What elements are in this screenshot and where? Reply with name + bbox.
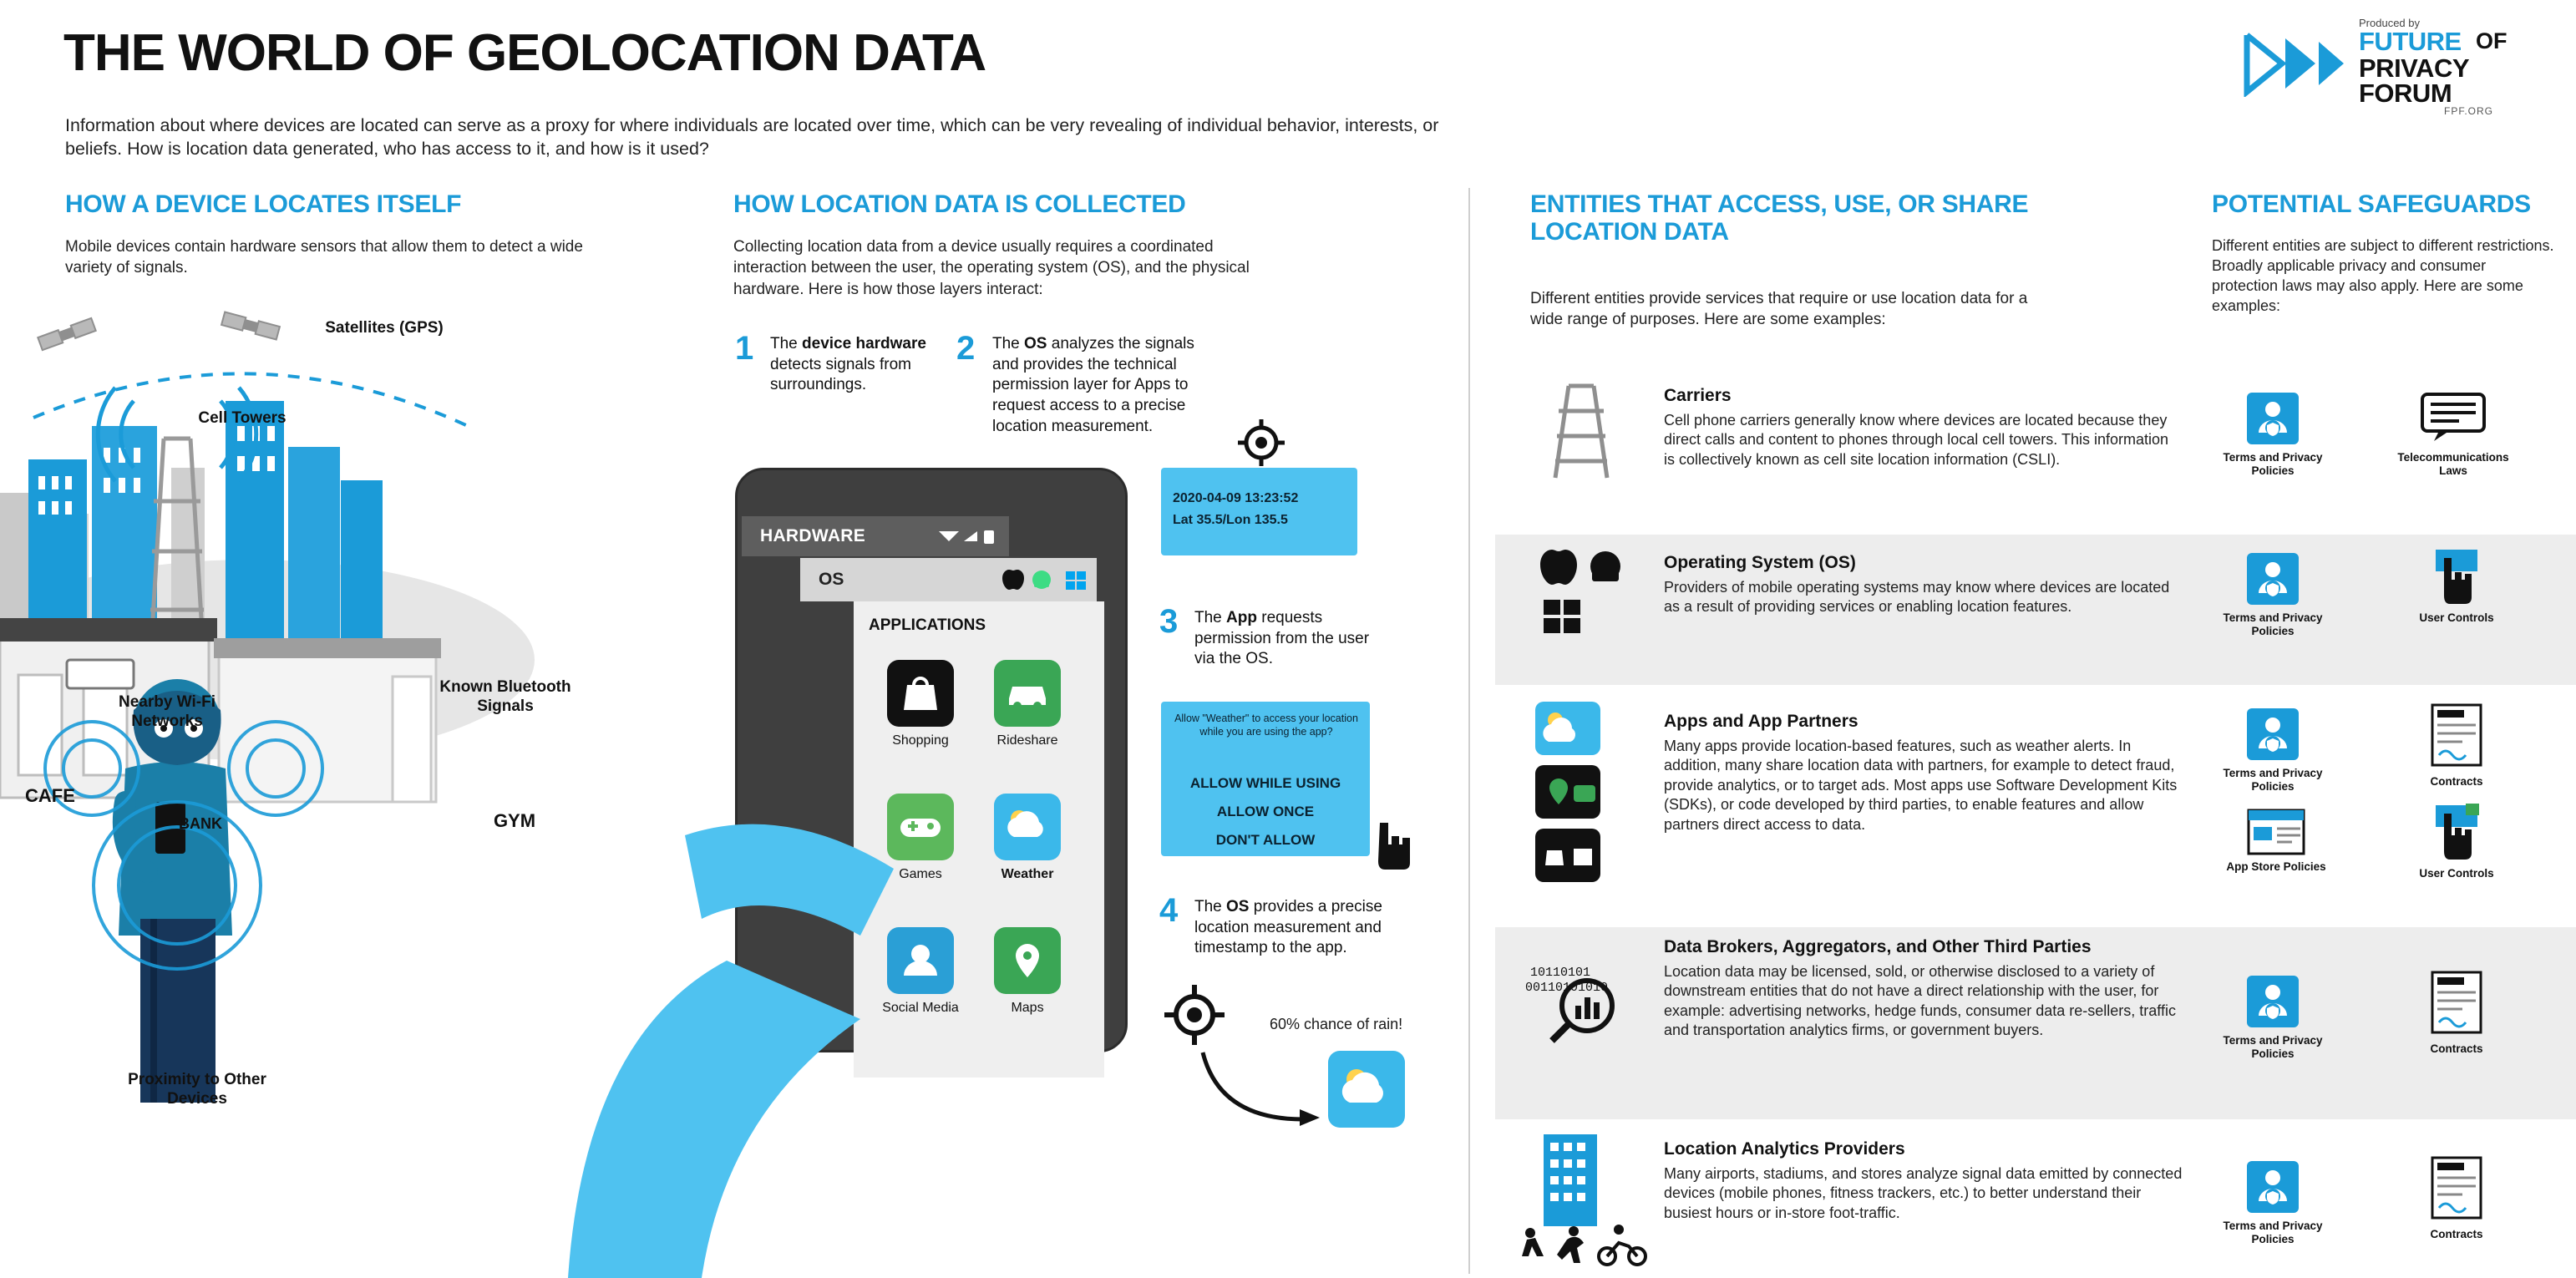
section-intro-device: Mobile devices contain hardware sensors that allow them to detect a wide variety of signals. <box>65 238 583 277</box>
section-intro-safeguards: Different entities are subject to different restrictions. Broadly applicable privacy and consumer protection laws may also apply. Here are some examples: <box>2212 237 2554 314</box>
step-1-number: 1 <box>735 330 754 367</box>
label-bank: BANK <box>179 815 222 832</box>
os-layer: OS <box>800 558 1097 601</box>
step-4-number: 4 <box>1159 892 1179 929</box>
step-1-text: The device hardware detects signals from surroundings. <box>770 335 926 394</box>
fpf-logo-mark <box>2242 30 2350 97</box>
safeguard-label-2-1: Contracts <box>2430 775 2483 788</box>
step-2-number: 2 <box>956 330 976 367</box>
safeguard-label-4-0: Terms and Privacy Policies <box>2223 1220 2323 1246</box>
car-icon[interactable] <box>994 660 1061 727</box>
safeguard-label-2-3: User Controls <box>2419 867 2494 880</box>
permission-option-allow-while-using[interactable]: ALLOW WHILE USING <box>1189 775 1341 791</box>
gps-timestamp: 2020-04-09 13:23:52 <box>1173 491 1299 505</box>
cell-tower-icon <box>1535 378 1627 486</box>
weather-result-text: 60% chance of rain! <box>1270 1016 1403 1032</box>
hand-tap-icon-1 <box>2427 548 2486 608</box>
weather-sun-cloud-icon[interactable] <box>994 794 1061 860</box>
data-magnifier-icon <box>1525 954 1651 1046</box>
app-label-games: Games <box>899 867 942 881</box>
safeguard-label-3-1: Contracts <box>2430 1042 2483 1055</box>
entity-body-apps: Many apps provide location-based features, such as weather alerts. In addition, many share location data with partners, for example to detect fraud, provide analytics, or to target ads. Most apps use Software Development Kits (SDKs), or code developed by third parties, to enable features and allow partners direct access to data. <box>1664 738 2178 833</box>
apps-partners-icon <box>1529 702 1637 894</box>
section-heading-safeguards: POTENTIAL SAFEGUARDS <box>2212 190 2531 218</box>
shield-person-icon-4 <box>2247 1161 2299 1213</box>
telecom-law-icon <box>2417 391 2489 443</box>
section-heading-device: HOW A DEVICE LOCATES ITSELF <box>65 190 462 218</box>
step-3-text: The App requests permission from the user via the OS. <box>1194 609 1370 668</box>
cursor-hand-icon <box>1368 814 1418 870</box>
contract-icon-4 <box>2429 1156 2484 1221</box>
label-satellites: Satellites (GPS) <box>325 319 444 337</box>
safeguard-label-0-1: Telecommunications Laws <box>2397 451 2509 478</box>
shield-person-icon-0 <box>2247 393 2299 444</box>
os-platform-icons <box>994 566 1090 591</box>
step-4-text: The OS provides a precise location measurement and timestamp to the app. <box>1194 898 1382 957</box>
step-2-text: The OS analyzes the signals and provides the technical permission layer for Apps to request access to a precise location measurement. <box>992 335 1194 435</box>
logo-url: FPF.ORG <box>2444 105 2494 117</box>
page-title: THE WORLD OF GEOLOCATION DATA <box>63 24 986 82</box>
hardware-layer: HARDWARE <box>742 516 1009 556</box>
hand-tap-icon-2 <box>2427 804 2486 864</box>
entity-title-analytics: Location Analytics Providers <box>1664 1139 1905 1159</box>
svg-text:00110101010: 00110101010 <box>1525 981 1609 995</box>
safeguard-label-2-0: Terms and Privacy Policies <box>2223 767 2323 794</box>
label-cafe: CAFE <box>25 785 75 806</box>
contract-icon-3 <box>2429 971 2484 1036</box>
label-wifi: Nearby Wi-Fi Networks <box>119 693 216 730</box>
app-store-icon <box>2247 809 2305 857</box>
label-proximity: Proximity to Other Devices <box>128 1071 266 1108</box>
safeguard-label-3-0: Terms and Privacy Policies <box>2223 1034 2323 1061</box>
permission-option-dont-allow[interactable]: DON'T ALLOW <box>1215 832 1316 848</box>
safeguard-label-1-1: User Controls <box>2419 611 2494 624</box>
shield-person-icon-3 <box>2247 976 2299 1027</box>
entity-title-apps: Apps and App Partners <box>1664 712 1858 731</box>
entity-body-os: Providers of mobile operating systems may know where devices are located as a result of providing services or enabling location features. <box>1664 579 2170 616</box>
shopping-bag-icon[interactable] <box>887 660 954 727</box>
gps-target-icon <box>1236 418 1286 468</box>
label-cell-towers: Cell Towers <box>198 409 287 427</box>
label-gym: GYM <box>493 810 536 831</box>
fpf-logo <box>2225 15 2543 115</box>
venue-analytics-icon <box>1519 1134 1661 1268</box>
svg-text:10110101: 10110101 <box>1530 966 1591 980</box>
gps-reading-callout <box>1161 468 1357 555</box>
logo-future: FUTURE <box>2359 27 2462 56</box>
gps-coords: Lat 35.5/Lon 135.5 <box>1173 513 1288 527</box>
contract-icon-2 <box>2429 703 2484 768</box>
entity-body-brokers: Location data may be licensed, sold, or otherwise disclosed to a variety of downstream entities that do not have a direct relationship with the user, for example: advertising networks, hedge funds, consumer data re-sellers, traffic and transportation analytics firms, or government buyers. <box>1664 963 2176 1039</box>
shield-person-icon-2 <box>2247 708 2299 760</box>
page-subtitle: Information about where devices are located can serve as a proxy for where individuals are located over time, which can be very revealing of individual behavior, interests, or beliefs. How is location data generated, who has access to it, and how is it used? <box>65 115 1439 160</box>
safeguard-label-1-0: Terms and Privacy Policies <box>2223 611 2323 638</box>
os-platforms-icon <box>1532 541 1632 642</box>
section-intro-collected: Collecting location data from a device usually requires a coordinated interaction between the user, the operating system (OS), and the physical hardware. Here is how those layers interact: <box>733 238 1250 298</box>
entity-title-os: Operating System (OS) <box>1664 553 1856 572</box>
applications-label: APPLICATIONS <box>869 616 986 634</box>
map-pin-icon[interactable] <box>994 927 1061 994</box>
app-label-rideshare: Rideshare <box>996 733 1058 748</box>
gps-target-icon-2 <box>1161 981 1228 1048</box>
safeguard-label-2-2: App Store Policies <box>2226 860 2326 873</box>
weather-result-icon <box>1328 1051 1405 1128</box>
safeguard-label-4-1: Contracts <box>2430 1228 2483 1240</box>
logo-produced-by: Produced by <box>2359 17 2420 29</box>
app-label-shopping: Shopping <box>892 733 949 748</box>
app-label-social-media: Social Media <box>882 1001 959 1015</box>
section-heading-collected: HOW LOCATION DATA IS COLLECTED <box>733 190 1186 218</box>
step-3-number: 3 <box>1159 603 1179 640</box>
vertical-divider <box>1468 188 1470 1274</box>
entity-body-carriers: Cell phone carriers generally know where devices are located because they direct calls and content to phones through local cell towers. This information is collectively known as cell site location information (CSLI). <box>1664 412 2168 468</box>
logo-of: OF <box>2476 28 2508 53</box>
logo-forum: FORUM <box>2359 79 2452 108</box>
permission-option-allow-once[interactable]: ALLOW ONCE <box>1216 804 1315 819</box>
shield-person-icon-1 <box>2247 553 2299 605</box>
logo-privacy: PRIVACY <box>2359 53 2470 83</box>
app-label-weather: Weather <box>1001 867 1054 881</box>
entity-title-carriers: Carriers <box>1664 386 1732 405</box>
permission-question: Allow "Weather" to access your location while you are using the app? <box>1174 713 1358 738</box>
safeguard-label-0-0: Terms and Privacy Policies <box>2223 451 2323 478</box>
section-heading-entities: ENTITIES THAT ACCESS, USE, OR SHARE LOCATION DATA <box>1530 190 2029 246</box>
hardware-status-icons <box>936 526 1011 546</box>
app-label-maps: Maps <box>1011 1001 1044 1015</box>
entity-title-brokers: Data Brokers, Aggregators, and Other Third Parties <box>1664 937 2092 956</box>
hand-illustration <box>518 735 986 1278</box>
section-intro-entities: Different entities provide services that require or use location data for a wide range of purposes. Here are some examples: <box>1530 290 2028 329</box>
entity-body-analytics: Many airports, stadiums, and stores analyze signal data emitted by connected devices (mobile phones, fitness trackers, etc.) to better understand their busiest hours or in-store foot-traffic. <box>1664 1165 2183 1221</box>
label-bluetooth: Known Bluetooth Signals <box>439 678 571 715</box>
